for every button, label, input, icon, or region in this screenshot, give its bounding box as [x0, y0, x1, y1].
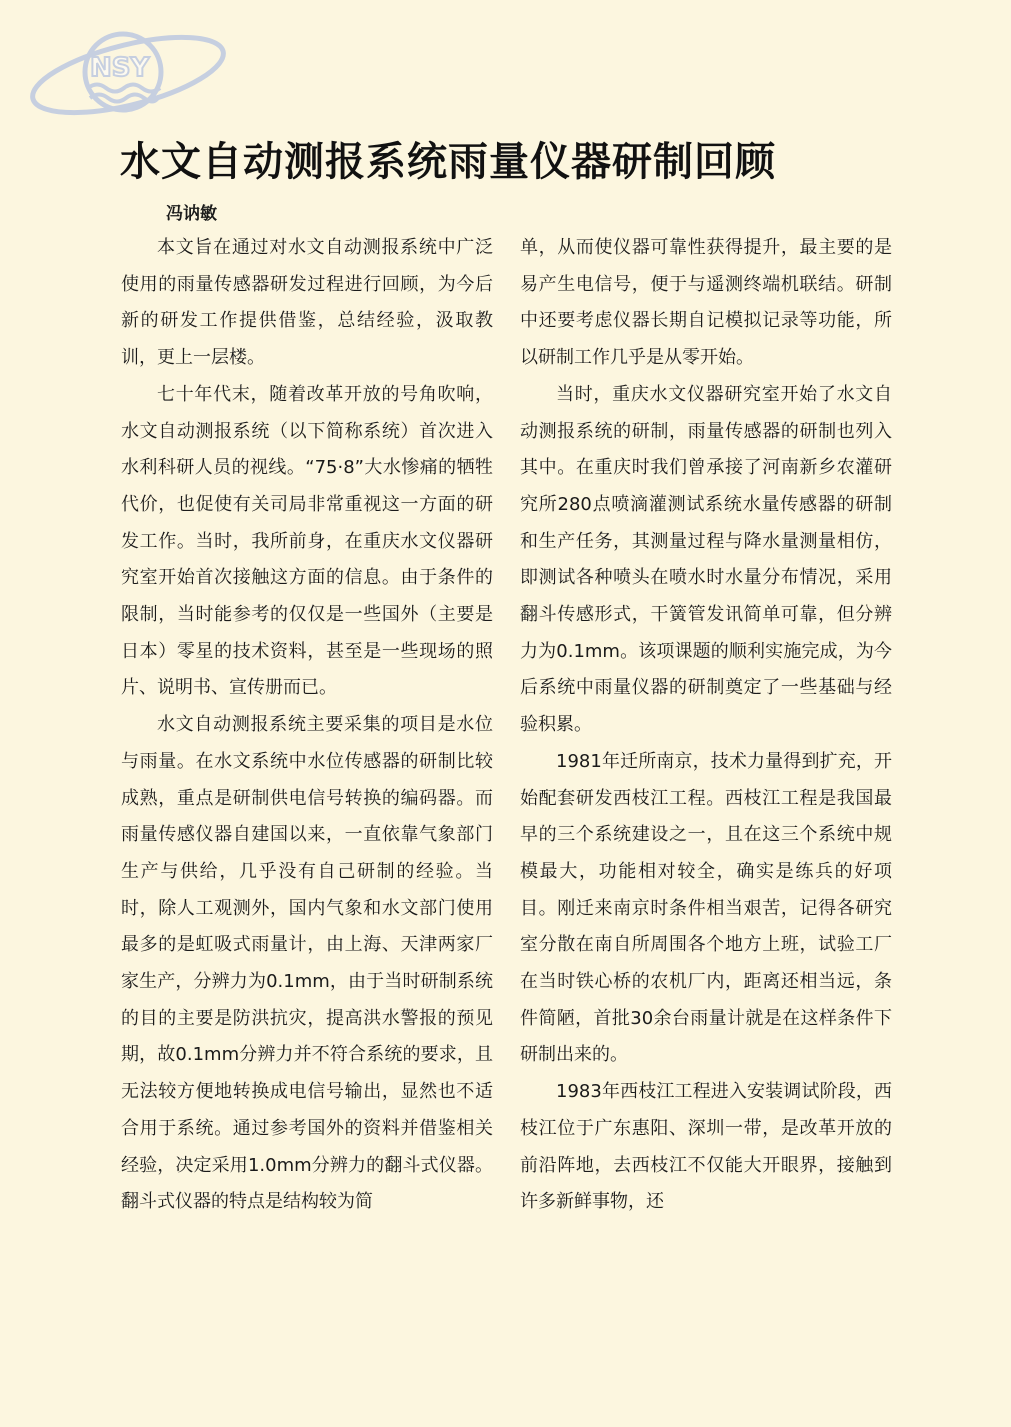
logo-text: NSY — [90, 53, 150, 83]
paragraph: 七十年代末，随着改革开放的号角吹响，水文自动测报系统（以下简称系统）首次进入水利科研人员的视线。“75·8”大水惨痛的牺牲代价，也促使有关司局非常重视这一方面的研发工作。当时，我所前身，在重庆水文仪器研究室开始首次接触这方面的信息。由于条件的限制，当时能参考的仅仅是一些国外（主要是日本）零星的技术资料，甚至是一些现场的照片、说明书、宣传册而已。 — [121, 383, 493, 699]
paragraph: 本文旨在通过对水文自动测报系统中广泛使用的雨量传感器研发过程进行回顾，为今后新的研发工作提供借鉴，总结经验，汲取教训，更上一层楼。 — [121, 237, 493, 369]
nsy-logo-icon — [28, 20, 233, 125]
article-author: 冯讷敏 — [166, 204, 217, 224]
nsy-logo — [28, 20, 233, 125]
article-title: 水文自动测报系统雨量仪器研制回顾 — [120, 138, 776, 185]
paragraph: 水文自动测报系统主要采集的项目是水位与雨量。在水文系统中水位传感器的研制比较成熟，重点是研制供电信号转换的编码器。而雨量传感仪器自建国以来，一直依靠气象部门生产与供给，几乎没有自己研制的经验。当时，除人工观测外，国内气象和水文部门使用最多的是虹吸式雨量计，由上海、天津两家厂家生产，分辨力为0.1mm，由于当时研制系统的目的主要是防洪抗灾，提高洪水警报的预见期，故0.1mm分辨力并不符合系统的要求，且无法较方便地转换成电信号输出，显然也不适合用于系统。通过参考国外的资料并借鉴相关经验，决定采用1.0mm分辨力的翻斗式仪器。翻斗式仪器的特点是结构较为简 — [121, 714, 493, 1213]
paragraph: 1983年西枝江工程进入安装调试阶段，西枝江位于广东惠阳、深圳一带，是改革开放的前沿阵地，去西枝江不仅能大开眼界，接触到许多新鲜事物，还 — [520, 1081, 892, 1213]
paragraph: 单，从而使仪器可靠性获得提升，最主要的是易产生电信号，便于与遥测终端机联结。研制中还要考虑仪器长期自记模拟记录等功能，所以研制工作几乎是从零开始。 — [520, 237, 892, 369]
paragraph: 当时，重庆水文仪器研究室开始了水文自动测报系统的研制，雨量传感器的研制也列入其中。在重庆时我们曾承接了河南新乡农灌研究所280点喷滴灌测试系统水量传感器的研制和生产任务，其测量过程与降水量测量相仿，即测试各种喷头在喷水时水量分布情况，采用翻斗传感形式，干簧管发讯简单可靠，但分辨力为0.1mm。该项课题的顺利实施完成，为今后系统中雨量仪器的研制奠定了一些基础与经验积累。 — [520, 383, 892, 736]
right-column — [520, 230, 892, 1221]
paragraph: 1981年迁所南京，技术力量得到扩充，开始配套研发西枝江工程。西枝江工程是我国最早的三个系统建设之一，且在这三个系统中规模最大，功能相对较全，确实是练兵的好项目。刚迁来南京时条件相当艰苦，记得各研究室分散在南自所周围各个地方上班，试验工厂在当时铁心桥的农机厂内，距离还相当远，条件简陋，首批30余台雨量计就是在这样条件下研制出来的。 — [520, 750, 892, 1066]
left-column — [121, 230, 493, 1221]
